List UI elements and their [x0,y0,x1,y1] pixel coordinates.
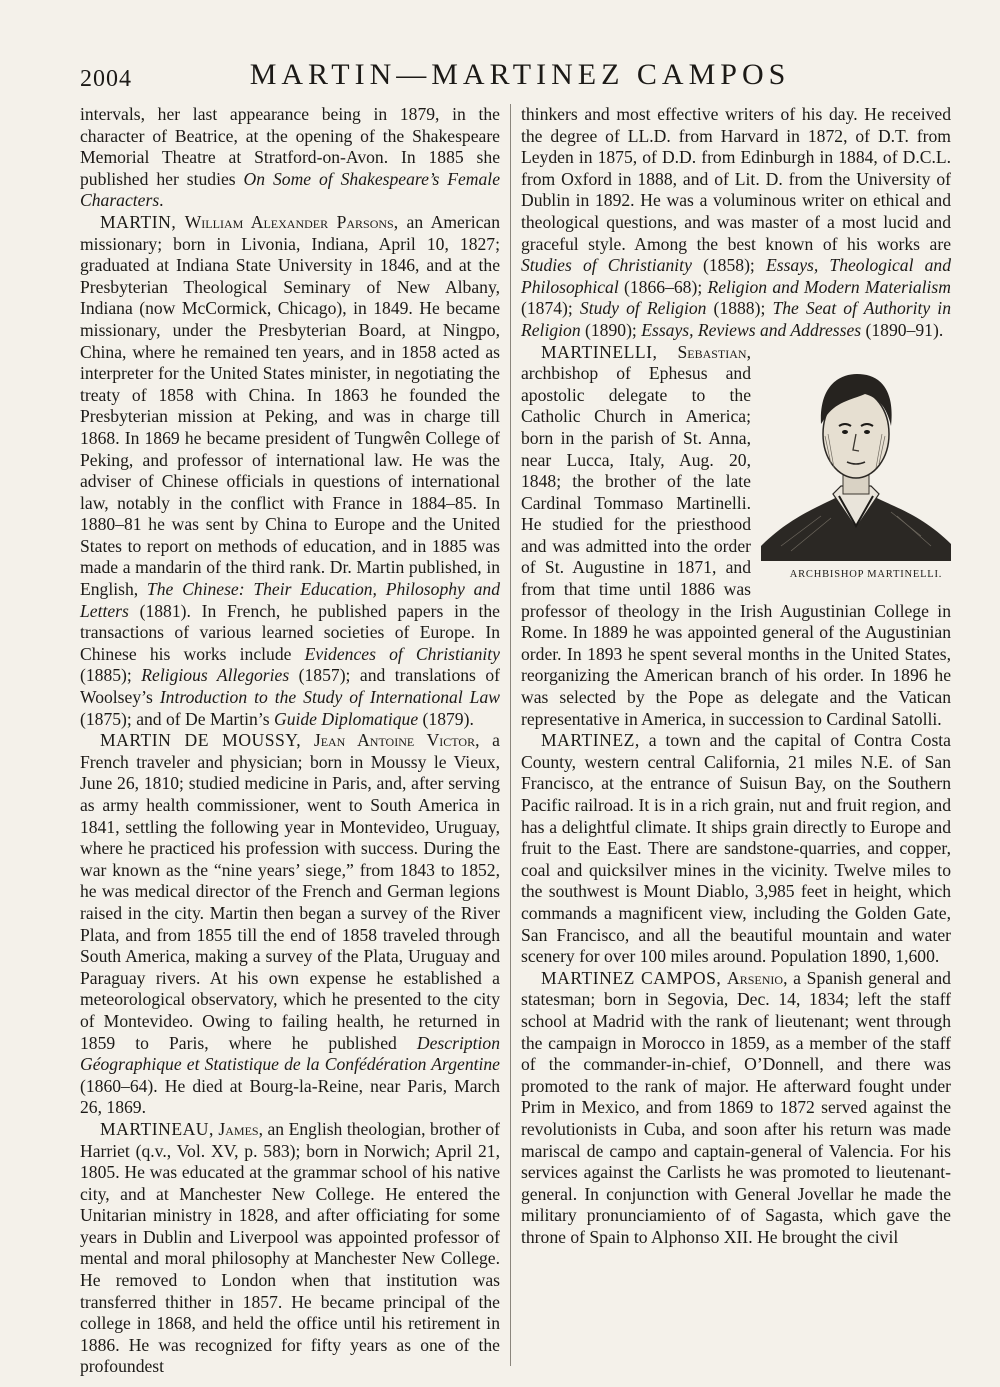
entry-martineau: MARTINEAU, James, an English theologian, brother of Harriet (q.v., Vol. XV, p. 583); born in Norwich; April 21, 1805. He was educated at the grammar school of his native city, and at Manchester New College. He entered the Unitarian ministry in 1828, and after officiating for some years in Dublin and Liverpool was appointed professor of mental and moral philosophy at Manchester New College. He removed to London when that institution was transferred thither in 1857. He became principal of the college in 1868, and held the office until his retirement in 1886. He was recognized for fifty years as one of the profoundest [80,1118,500,1377]
entry-headword: MARTIN, [100,211,177,232]
entry-headword: MARTIN DE MOUSSY, [100,730,302,751]
portrait-engraving [761,346,951,561]
page-header [80,58,960,98]
entry-martinez-campos: MARTINEZ CAMPOS, Arsenio, a Spanish general and statesman; born in Segovia, Dec. 14, 1834; left the staff school at Madrid with the rank of lieutenant; went through the campaign in Morocco in 1859, as a member of the staff of the commander-in-chief, O’Donnell, and there was promoted to the rank of major. He afterward fought under Prim in Mexico, and from 1869 to 1872 served against the revolutionists in Cuba, and soon after his return was made mariscal de campo and captain-general of Valencia. For his services against the Carlists he was promoted to lieutenant-general. In conjunction with General Jovellar he made the military pronunciamiento of of Sagasta, which gave the throne of Spain to Alphonso XII. He brought the civil [521,967,951,1247]
work-title: Evidences of Christianity [304,643,500,664]
work-title: Essays, Theological and Philosophical [521,255,951,297]
entry-names: Sebastian [677,341,747,362]
running-head: MARTIN—MARTINEZ CAMPOS [249,58,791,91]
work-title: Study of Religion [579,298,707,319]
work-title: The Chinese: Their Education, Philosophy and Letters [80,579,500,621]
work-title: Studies of Christianity [521,255,692,276]
entry-names: Jean Antoine Victor [313,730,476,751]
entry-martin-william: MARTIN, William Alexander Parsons, an American missionary; born in Livonia, Indiana, April 10, 1827; graduated at Indiana State University in 1846, and at the Presbyterian Theological Seminary of New Albany, Indiana (now McCormick, Chicago), in 1849. He became missionary, under the Presbyterian Board, at Ningpo, China, where he remained ten years, and in 1858 acted as interpreter for the United States minister, in negotiating the treaty of 1858 with China. In 1863 he founded the Presbyterian mission at Peking, and was in charge till 1868. In 1869 he became president of Tungwên College of Peking, and professor of international law. He was the adviser of Chinese officials in questions of international law, notably in the conflict with France in 1884–85. In 1880–81 he was sent by China to Europe and the United States to report on methods of education, and in 1885 was made a mandarin of the third rank. Dr. Martin published, in English, The Chinese: Their Education, Philosophy and Letters (1881). In French, he published papers in the transactions of various learned societies of Europe. In Chinese his works include Evidences of Christianity (1885); Religious Allegories (1857); and translations of Woolsey’s Introduction to the Study of International Law (1875); and of De Martin’s Guide Diplomatique (1879). [80,211,500,729]
left-column [80,104,500,1378]
work-title: Introduction to the Study of International Law [159,687,500,708]
entry-martineau-continued: thinkers and most effective writers of his day. He received the degree of LL.D. from Harvard in 1872, of D.T. from Leyden in 1875, of D.D. from Edinburgh in 1884, of D.C.L. from Oxford in 1888, and of Lit. D. from the University of Dublin in 1892. He was a voluminous writer on ethical and theological questions, and was master of a most lucid and graceful style. Among the best known of his works are Studies of Christianity (1858); Essays, Theological and Philosophical (1866–68); Religion and Modern Materialism (1874); Study of Religion (1888); The Seat of Authority in Religion (1890); Essays, Reviews and Addresses (1890–91). [521,104,951,340]
work-title: Guide Diplomatique [273,708,419,729]
entry-martinez: MARTINEZ, a town and the capital of Contra Costa County, western central California, 21 miles N.E. of San Francisco, at the entrance of Suisun Bay, on the Southern Pacific railroad. It is in a rich grain, nut and fruit region, and has a delightful climate. It ships grain directly to Europe and fruit to the East. There are sandstone-quarries, and copper, coal and quicksilver mines in the vicinity. Twelve miles to the southwest is Mount Diablo, 3,985 feet in height, which commands a magnificent view, including the Golden Gate, San Francisco, and all the beautiful mountain and water scenery for over 100 miles around. Population 1890, 1,600. [521,730,951,967]
portrait-figure [761,346,951,586]
work-title: Essays, Reviews and Addresses [641,319,862,340]
work-title: Religion and Modern Materialism [707,276,951,297]
entry-headword: MARTINELLI, [541,341,658,362]
work-title: On Some of Shakespeare’s Female Characters [80,168,501,211]
work-title: The Seat of Authority in Religion [521,298,951,340]
entry-continuation: intervals, her last appearance being in 1879, in the character of Beatrice, at the opening of the Shakespeare Memorial Theatre at Stratford-on-Avon. In 1885 she published her studies On Some of Shakespeare’s Female Characters. [80,104,501,211]
entry-headword: MARTINEZ, [541,730,640,751]
right-column [521,104,951,1248]
portrait-caption: ARCHBISHOP MARTINELLI. [789,568,943,580]
work-title: Religious Allegories [141,665,290,686]
work-title: Description Géographique et Statistique de la Confédération Argentine [80,1032,500,1075]
entry-names: Arsenio [727,967,784,988]
entry-headword: MARTINEZ CAMPOS, [541,967,722,988]
entry-headword: MARTINEAU, [100,1118,214,1139]
page-number: 2004 [80,66,132,92]
column-divider [510,104,511,1366]
entry-martin-de-moussy: MARTIN DE MOUSSY, Jean Antoine Victor, a French traveler and physician; born in Moussy le Vieux, June 26, 1810; studied medicine in Paris, and, after serving as army health commissioner, went to South America in 1841, settling the following year in Montevideo, Uruguay, where he practiced his profession with success. During the war known as the “nine years’ siege,” from 1843 to 1852, he was medical director of the French and German legions raised in the city. Martin then began a survey of the River Plata, and from 1855 till the end of 1858 traveled through South America, making a survey of the Plata, Uruguay and Paraguay rivers. At his own expense he established a meteorological observatory, which he presented to the city of Montevideo. Owing to failing health, he returned in 1859 to Paris, where he published Description Géographique et Statistique de la Confédération Argentine (1860–64). He died at Bourg-la-Reine, near Paris, March 26, 1869. [80,730,500,1118]
entry-names: William Alexander Parsons [184,211,394,232]
entry-martinelli: MARTINELLI, Sebastian ARCHBISHOP MARTINELLI. , archbishop of Ephesus and apostolic delegate to the Catholic Church in America; born in the parish of St. Anna, near Lucca, Italy, Aug. 20, 1848; the brother of the late Cardinal Tommaso Martinelli. He studied for the priesthood and was admitted into the order of St. Augustine in 1871, and from that time until 1886 was professor of theology in the Irish Augustinian College in Rome. In 1889 he was appointed general of the Augustinian order. In 1893 he spent several months in the United States, reorganizing the American branch of his order. In 1896 he was selected by the Pope as delegate and the Vatican representative in America, in succession to Cardinal Satolli. [521,341,951,729]
entry-names: James [218,1118,259,1139]
